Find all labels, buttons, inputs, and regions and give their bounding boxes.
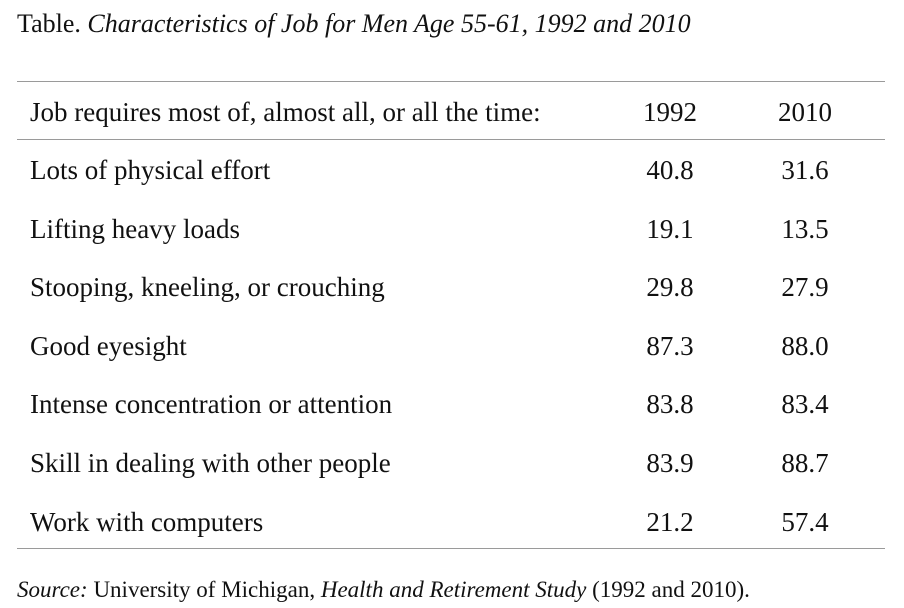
value-1992: 21.2	[646, 507, 694, 537]
source-text-2: (1992 and 2010).	[586, 577, 750, 602]
value-2010: 27.9	[781, 272, 829, 302]
table-title-text: Characteristics of Job for Men Age 55-61, 1992 and 2010	[87, 9, 691, 38]
row-label: Good eyesight	[30, 331, 187, 361]
value-1992: 83.8	[646, 389, 694, 419]
source-study: Health and Retirement Study	[320, 577, 587, 602]
source-text-1: University of Michigan,	[87, 577, 321, 602]
source-label: Source:	[17, 577, 88, 602]
value-1992: 29.8	[646, 272, 694, 302]
row-label: Stooping, kneeling, or crouching	[30, 272, 385, 302]
table-title	[17, 6, 691, 42]
header-row-label: Job requires most of, almost all, or all the time:	[30, 97, 541, 127]
bottom-rule	[17, 548, 885, 549]
row-label: Intense concentration or attention	[30, 389, 393, 419]
value-1992: 40.8	[646, 155, 694, 185]
source-note	[17, 574, 750, 606]
value-2010: 83.4	[781, 389, 829, 419]
header-col-2010: 2010	[778, 97, 832, 127]
row-label: Lifting heavy loads	[30, 214, 240, 244]
value-2010: 88.0	[781, 331, 829, 361]
value-1992: 83.9	[646, 448, 694, 478]
row-label: Lots of physical effort	[30, 155, 271, 185]
top-rule	[17, 81, 885, 82]
value-2010: 88.7	[781, 448, 829, 478]
value-1992: 87.3	[646, 331, 694, 361]
value-2010: 57.4	[781, 507, 829, 537]
row-label: Skill in dealing with other people	[30, 448, 391, 478]
row-label: Work with computers	[30, 507, 264, 537]
value-2010: 31.6	[781, 155, 829, 185]
value-1992: 19.1	[646, 214, 694, 244]
header-col-1992: 1992	[643, 97, 697, 127]
value-2010: 13.5	[781, 214, 829, 244]
table-title-prefix: Table.	[17, 9, 81, 38]
header-rule	[17, 139, 885, 140]
